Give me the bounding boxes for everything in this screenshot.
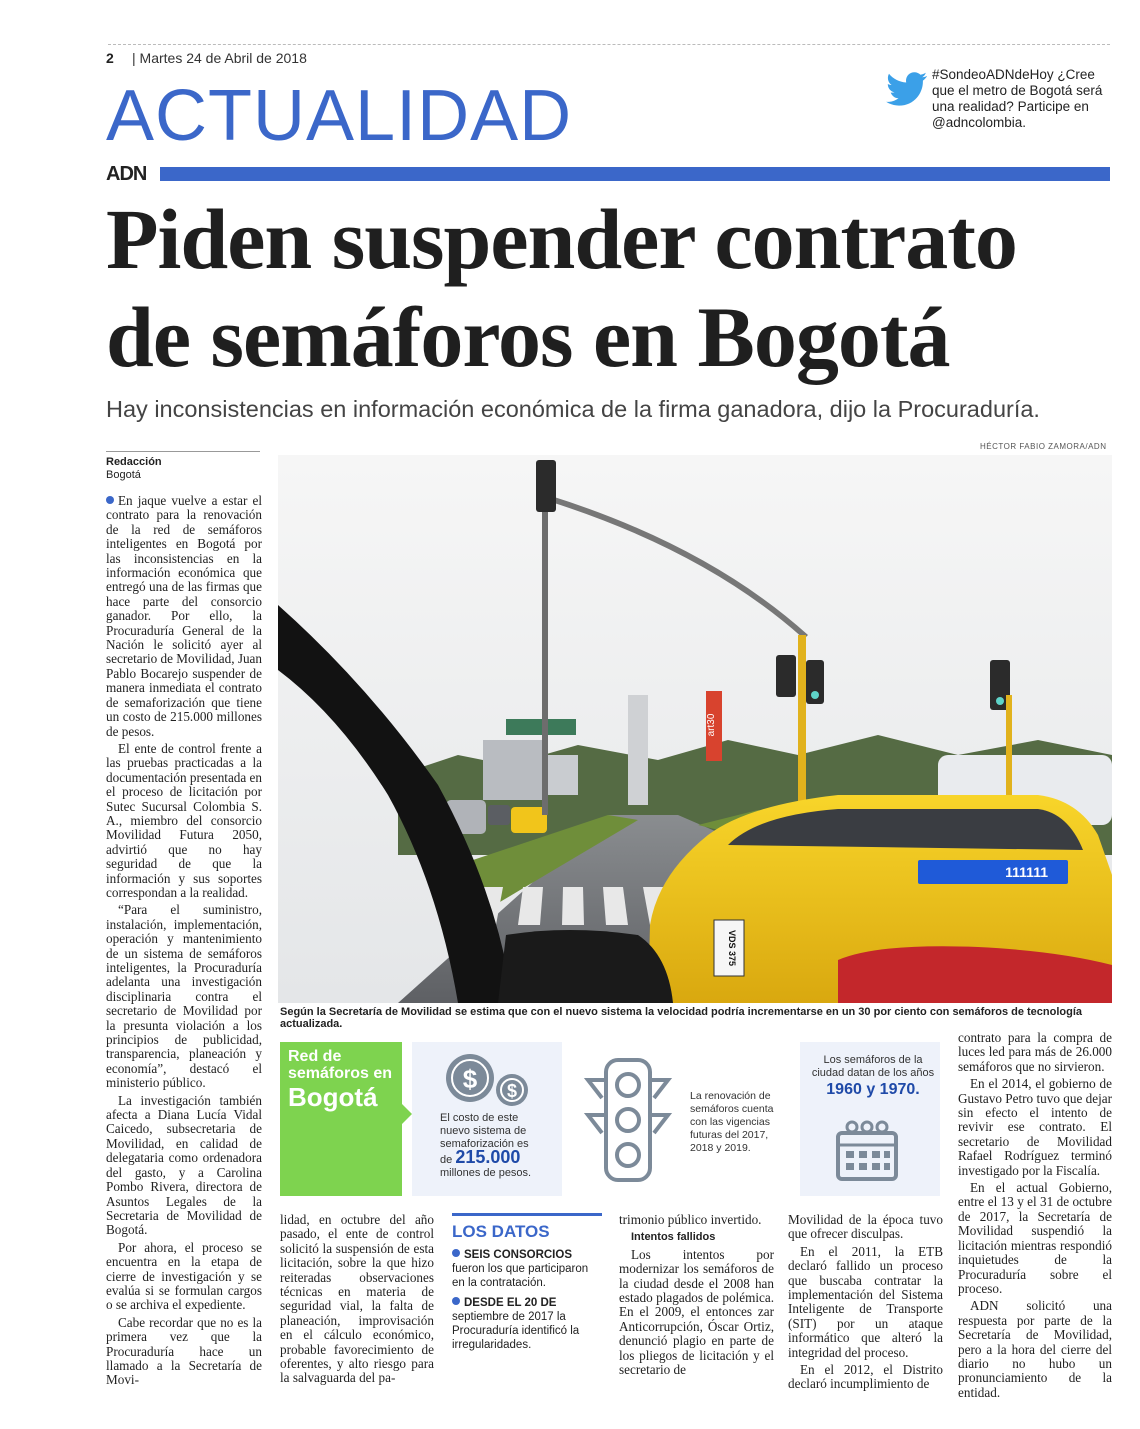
years-text: Los semáforos de la ciudad datan de los años 1960 y 1970.: [808, 1054, 938, 1096]
paragraph: “Para el suministro, instalación, implementación, operación y mantenimiento de un sistema de semáforos inteligentes, la Procuraduría adelanta una investigación disciplinaria contra el secretario de Movilidad por la presunta violación a los principios de publicidad, transparencia, planeación y economía”, destacó el ministerio público.: [106, 902, 262, 1091]
car: [488, 805, 510, 825]
paragraph: Los intentos por modernizar los semáforos de la ciudad desde el 2008 han estado plagados de polémica. En el 2009, el entonces zar Anticorrupción, Óscar Ortiz, denunció plagio en parte de los pliegos de licitación y el secretario de: [619, 1246, 774, 1378]
twitter-bird-icon: [885, 70, 929, 110]
column-6: [958, 1031, 1112, 1403]
light-pole: [542, 475, 548, 815]
subheading: Intentos fallidos: [631, 1231, 716, 1244]
green-light: [811, 691, 819, 699]
photo-credit: HÉCTOR FABIO ZAMORA/ADN: [980, 442, 1107, 451]
paragraph: Por ahora, el proceso se encuentra en la etapa de cierre de investigación y se evalúa si se formulan cargos o se archiva el expediente.: [106, 1239, 262, 1313]
small-taxi: [511, 807, 547, 833]
los-datos-box: [452, 1213, 602, 1358]
paragraph: lidad, en octubre del año pasado, el ente de control solicitó la suspensión de esta licitación, sobre la que hizo reiteradas observaciones técnicas en materia de seguridad vial, la falta de planeación, improvisación en el cálculo económico, probable favorecimiento de oferentes, y alto riesgo para la salvaguarda del pa-: [280, 1212, 434, 1386]
cost-value: 215.000: [455, 1147, 521, 1167]
page-date: [132, 50, 307, 66]
traffic-light-icon: [578, 1050, 678, 1190]
adn-logo: ADN: [106, 163, 147, 185]
highway-sign: [506, 719, 576, 735]
column-2: [280, 1213, 434, 1389]
green-light: [996, 697, 1004, 705]
tweet-prompt: #SondeoADNdeHoy ¿Cree que el metro de Bogotá será una realidad? Participe en @adncolombia.: [932, 67, 1103, 130]
paragraph: Movilidad de la época tuvo que ofrecer disculpas.: [788, 1212, 943, 1242]
svg-text:$: $: [506, 1081, 518, 1101]
infographic-title: Red de semáforos en Bogotá: [288, 1048, 398, 1112]
bullet-icon: [452, 1249, 460, 1257]
byline-rule: [106, 451, 260, 452]
paragraph: ADN solicitó una respuesta por parte de la Secretaría de Movilidad, pero a la hora del cierre del diario no hubo un pronunciamiento de la entidad.: [958, 1298, 1112, 1400]
section-title: ACTUALIDAD: [106, 76, 573, 156]
date-text: Martes 24 de Abril de 2018: [139, 50, 307, 66]
building: [628, 695, 648, 805]
taxi-number: 111111: [1005, 864, 1048, 880]
photo-caption: Según la Secretaría de Movilidad se estima que con el nuevo sistema la velocidad podría incrementarse en un 30 por ciento con semáforos de tecnología actualizada.: [280, 1006, 1083, 1030]
section-bar: [160, 167, 1110, 181]
dato-item: SEIS CONSORCIOS fueron los que participaron en la contratación.: [452, 1249, 589, 1289]
bullet-icon: [452, 1297, 460, 1305]
top-rule: [108, 44, 1110, 45]
renovation-text: La renovación de semáforos cuenta con las vigencias futuras del 2017, 2018 y 2019.: [690, 1090, 774, 1154]
byline-author: Redacción: [106, 456, 162, 468]
svg-text:$: $: [462, 1064, 478, 1094]
paragraph: En el 2012, el Distrito declaró incumplimiento de: [788, 1362, 943, 1392]
paragraph: En el 2014, el gobierno de Gustavo Petro tuvo que dejar sin efecto el intento de revivir ese contrato. El secretario de Movilidad Rafael Rodríguez terminó investigado por la Fiscalía.: [958, 1076, 1112, 1178]
subhead: Hay inconsistencias en información económica de la firma ganadora, dijo la Procuraduría.: [106, 396, 1040, 422]
paragraph: En el 2011, la ETB declaró fallido un proceso que buscaba contratar la implementación del Sistema Inteligente de Transporte (SIT) por un ataque informático que alteró la integridad del proceso.: [788, 1243, 943, 1360]
building: [483, 740, 543, 800]
paragraph: Cabe recordar que no es la primera vez que la Procuraduría hace un llamado a la Secretaría de Movi-: [106, 1314, 262, 1388]
traffic-light: [776, 655, 796, 697]
lead-bullet-icon: [106, 496, 114, 504]
paragraph: En el actual Gobierno, entre el 13 y el 31 de octubre de 2017, la Secretaría de Movilidad suspendió la licitación mientras respondió inquietudes de la Procuraduría sobre el proceso.: [958, 1180, 1112, 1296]
column-5: [788, 1213, 943, 1395]
date-separator: |: [132, 50, 136, 66]
calendar-icon: [832, 1115, 902, 1185]
infographic-title-big: Bogotá: [288, 1082, 378, 1112]
yellow-pole: [798, 635, 806, 825]
paragraph: contrato para la compra de luces led para más de 26.000 semáforos que no sirvieron.: [958, 1030, 1112, 1074]
column-1: [106, 494, 262, 1391]
taxi-plate-text: VDS 375: [727, 929, 737, 967]
page-number: 2: [106, 50, 114, 66]
money-coins-icon: [440, 1050, 540, 1110]
dato-item: DESDE EL 20 DE septiembre de 2017 la Procuraduría identificó la irregularidades.: [452, 1297, 580, 1351]
years-value: 1960 y 1970.: [826, 1081, 920, 1098]
infographic-pointer: [402, 1104, 412, 1124]
paragraph: trimonio público invertido.: [619, 1212, 762, 1227]
headline: Piden suspender contrato de semáforos en Bogotá: [106, 191, 1017, 385]
paragraph: En jaque vuelve a estar el contrato para la renovación de la red de semáforos inteligentes en Bogotá por las inconsistencias en la información económica que entregó una de las firmas que hace parte del consorcio ganador. Por ello, la Procuraduría General de la Nación le solicitó ayer al secretario de Movilidad, Juan Pablo Bocarejo suspender de manera inmediata el contrato de semaforización que tiene un costo de 215.000 millones de pesos.: [106, 493, 263, 739]
cost-text: El costo de este nuevo sistema de semaforización es de 215.000 millones de pesos.: [440, 1112, 532, 1179]
los-datos-title: LOS DATOS: [452, 1213, 602, 1242]
paragraph: La investigación también afecta a Diana Lucía Vidal Caicedo, subsecretaria de Movilidad, en calidad de delegataria como ordenadora del gasto, y a Carolina Pombo Rivera, directora de Asuntos Legales de la Secretaria de Movilidad de Bogotá.: [106, 1092, 262, 1238]
street-photo: [278, 455, 1112, 1003]
paragraph: El ente de control frente a las pruebas practicadas a la documentación presentada en el proceso de licitación por Sutec Sucursal Colombia S. A., miembro del consorcio Movilidad Futura 2050, advirtió que no hay seguridad de que la información y sus soportes correspondan a la realidad.: [106, 740, 262, 900]
byline-city: Bogotá: [106, 469, 141, 481]
column-4: [619, 1213, 774, 1380]
building: [548, 755, 578, 795]
billboard-text: art30: [706, 713, 717, 737]
traffic-light: [536, 460, 556, 512]
